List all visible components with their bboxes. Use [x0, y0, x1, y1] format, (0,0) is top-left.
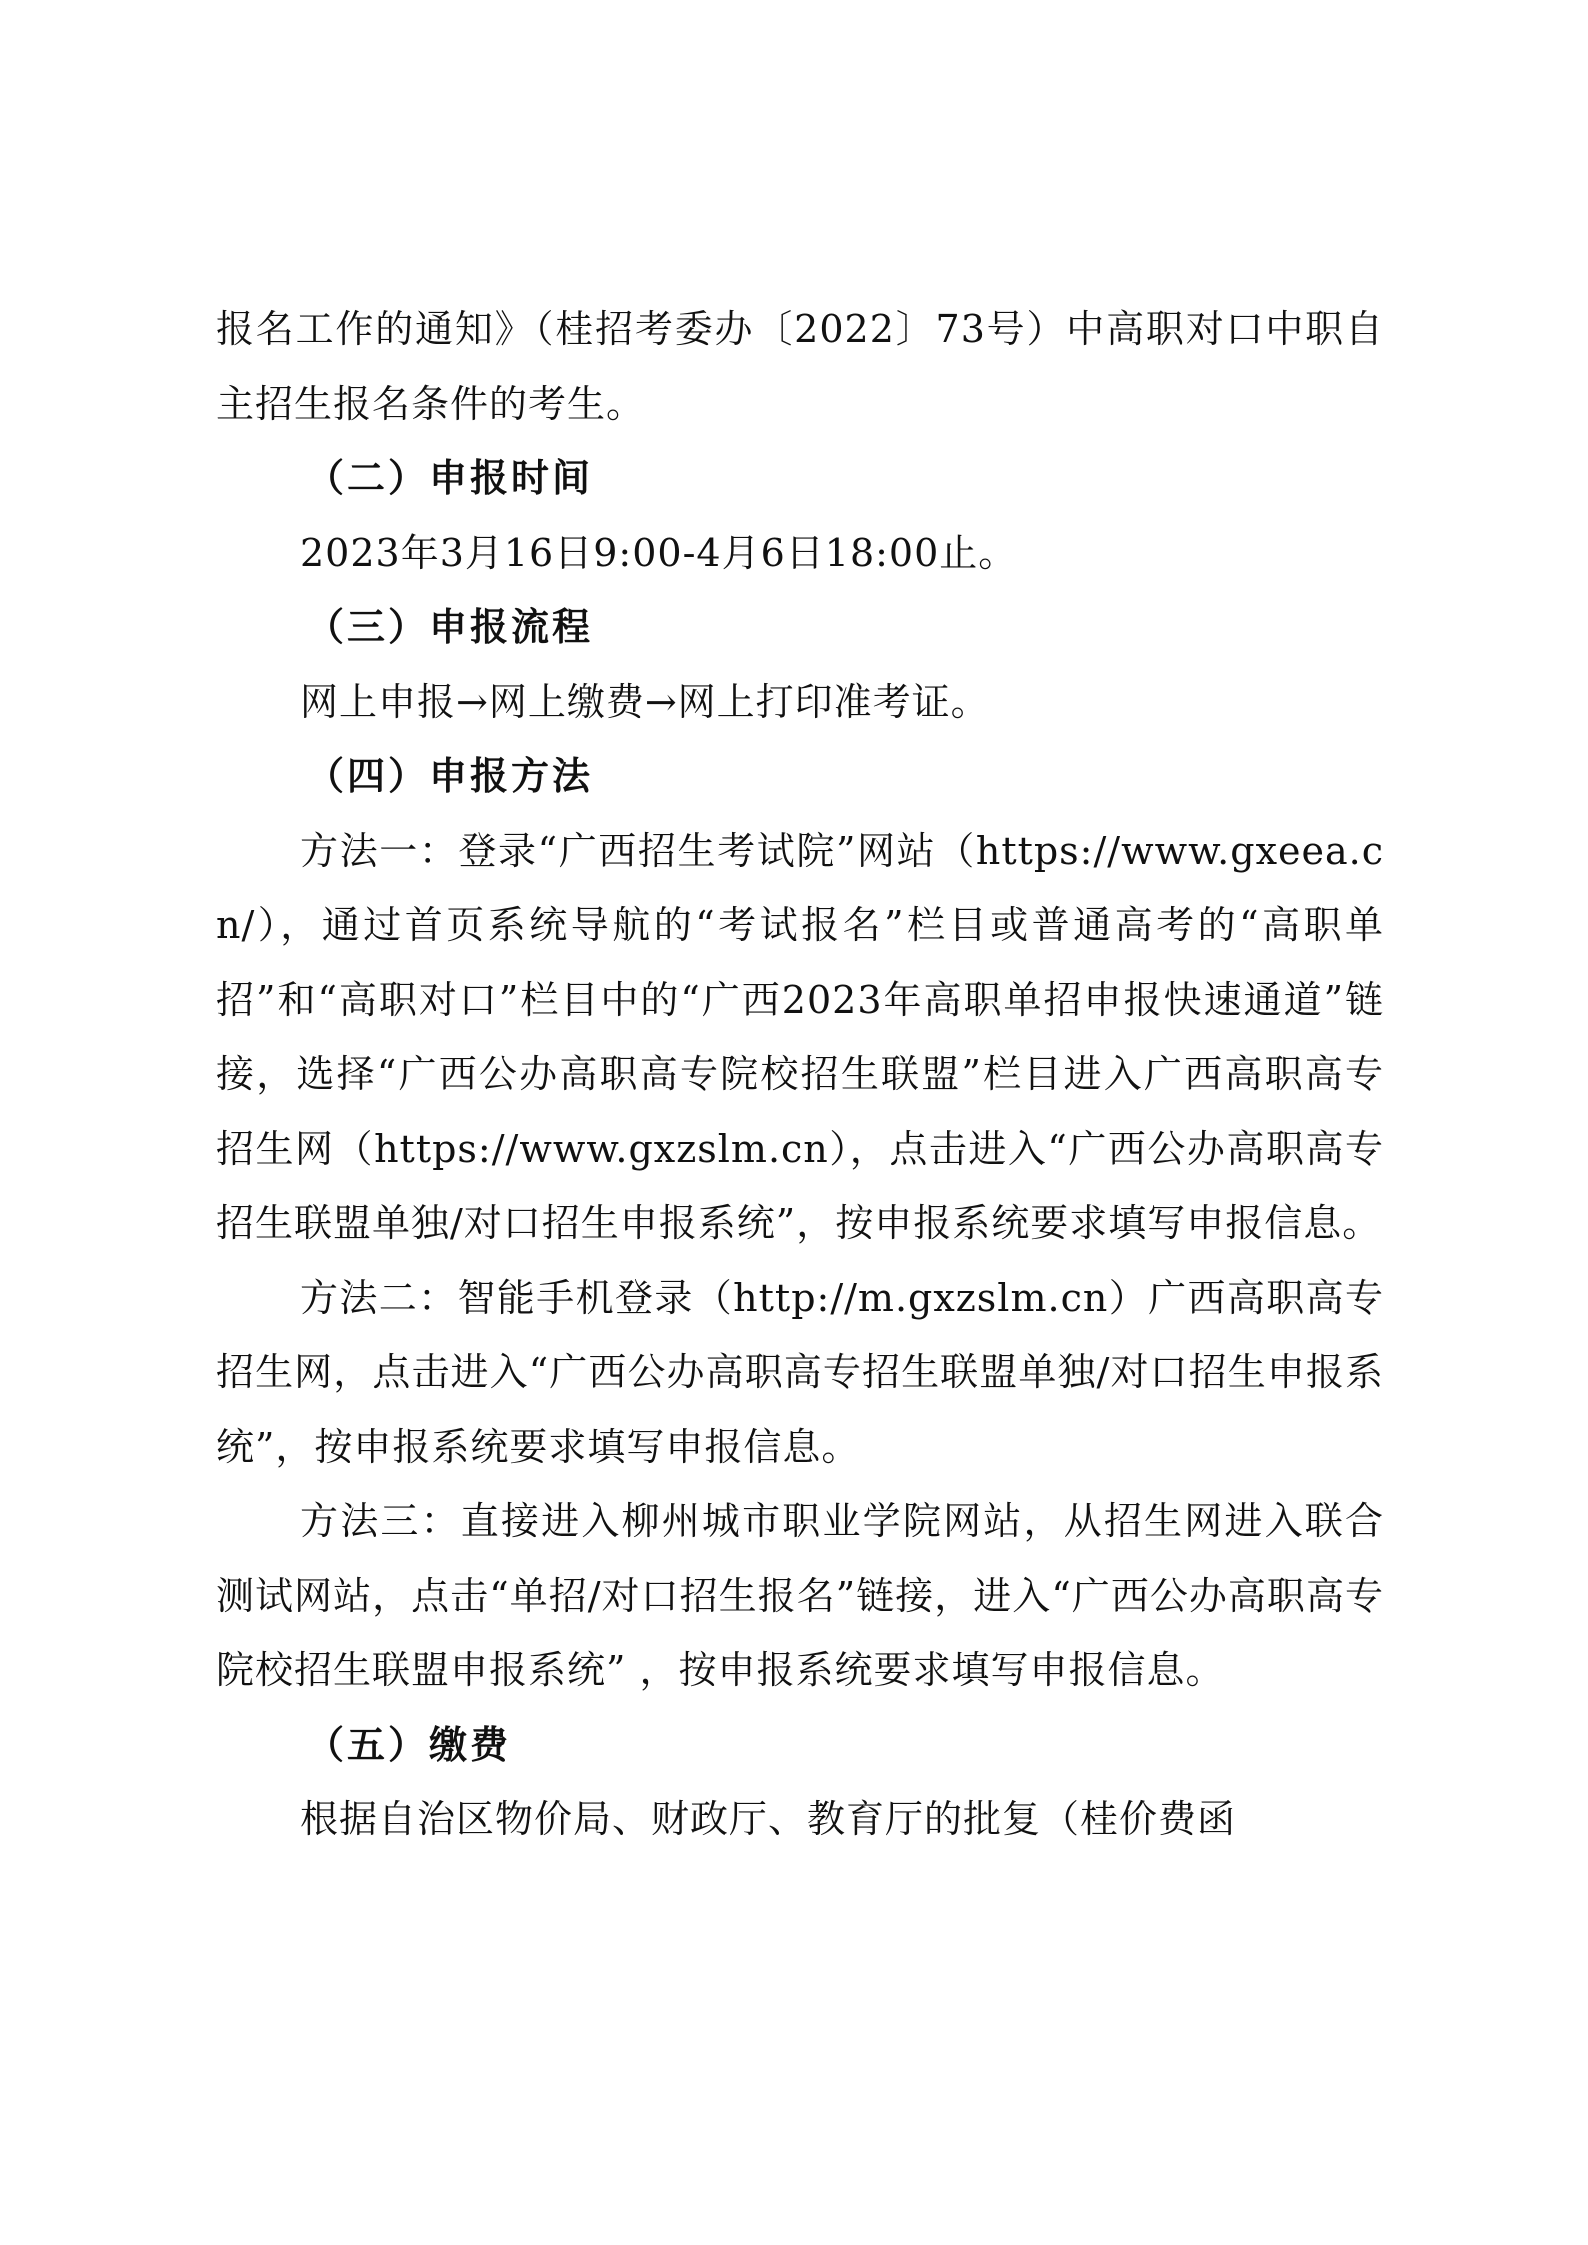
heading-application-time: （二）申报时间 [306, 455, 594, 500]
paragraph-method-one: 方法一：登录“广西招生考试院”网站（https://www.gxeea.cn/），通过首页系统导航的“考试报名”栏目或普通高考的“高职单招”和“高职对口”栏目中的“广西2023年高职单招申报快速通道”链接，选择“广西公办高职高专院校招生联盟”栏目进入广西高职高专招生网（https://www.gxzslm.cn），点击进入“广西公办高职高专招生联盟单独/对口招生申报系统”，按申报系统要求填写申报信息。 [216, 828, 1384, 1245]
paragraph-registration-conditions: 报名工作的通知》（桂招考委办〔2022〕73号）中高职对口中职自主招生报名条件的考生。 [216, 307, 1384, 426]
paragraph-payment: 根据自治区物价局、财政厅、教育厅的批复（桂价费函 [300, 1797, 1237, 1841]
paragraph-method-two: 方法二：智能手机登录（http://m.gxzslm.cn）广西高职高专招生网，点击进入“广西公办高职高专招生联盟单独/对口招生申报系统”，按申报系统要求填写申报信息。 [216, 1275, 1384, 1469]
heading-application-process: （三）申报流程 [306, 604, 594, 649]
heading-payment: （五）缴费 [306, 1721, 512, 1767]
paragraph-application-process: 网上申报→网上缴费→网上打印准考证。 [300, 679, 990, 724]
paragraph-method-three: 方法三：直接进入柳州城市职业学院网站，从招生网进入联合测试网站，点击“单招/对口招生报名”链接，进入“广西公办高职高专院校招生联盟申报系统” ，按申报系统要求填写申报信息。 [216, 1499, 1384, 1692]
paragraph-application-time: 2023年3月16日9:00-4月6日18:00止。 [300, 530, 1018, 575]
document-body [216, 292, 1384, 1857]
heading-application-method: （四）申报方法 [306, 753, 594, 798]
